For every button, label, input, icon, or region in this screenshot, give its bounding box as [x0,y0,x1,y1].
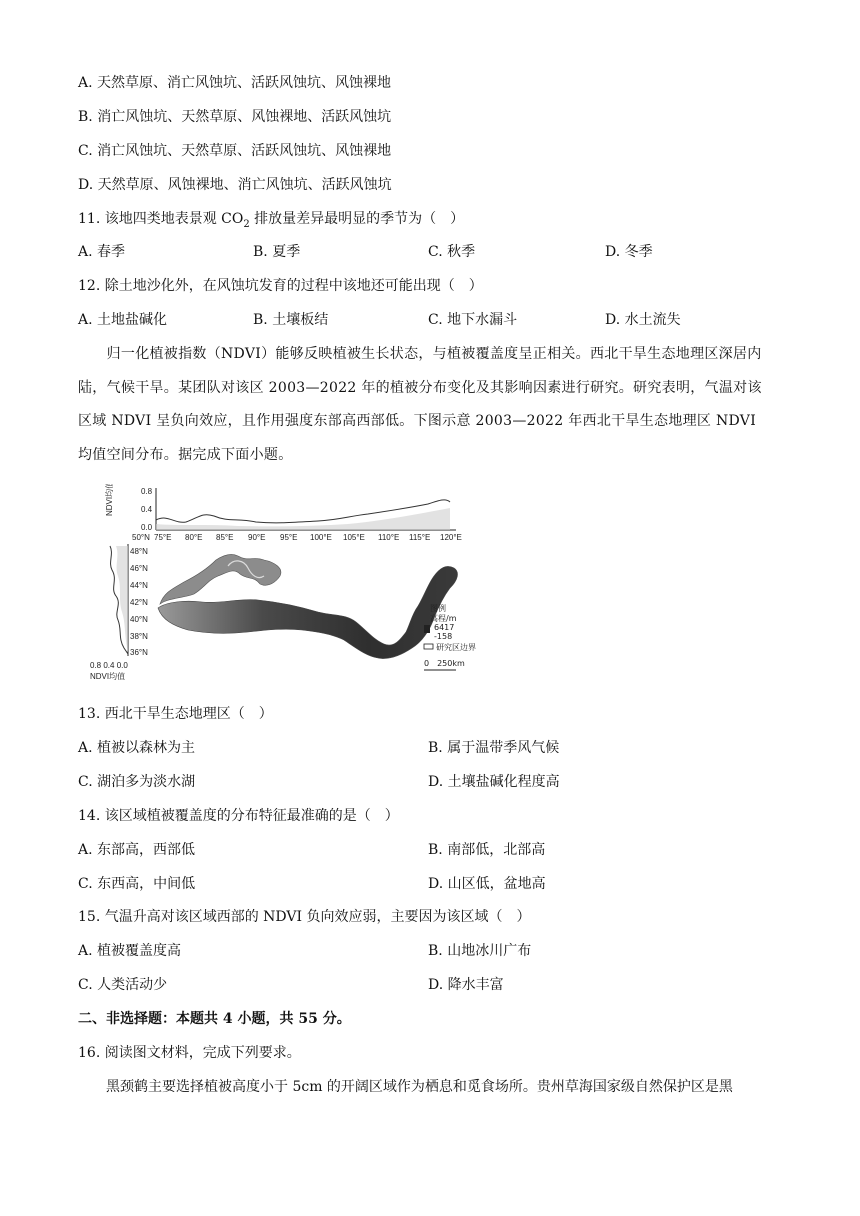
q14-option-b: B. 南部低，北部高 [428,842,546,858]
q15-option-b: B. 山地冰川广布 [428,943,532,959]
latitude-ticks [130,547,148,657]
lat-tick: 44°N [130,581,148,590]
q13-option-c: C. 湖泊多为淡水湖 [78,774,196,790]
q13-option-b: B. 属于温带季风气候 [428,740,560,756]
q11-options [78,242,778,262]
q10-option-b: B. 消亡风蚀坑、天然草原、风蚀裸地、活跃风蚀坑 [78,109,392,125]
q15-options-row2 [78,975,778,995]
left-xticks: 0.8 0.4 0.0 [90,661,128,670]
q11-option-d: D. 冬季 [605,244,653,260]
ndvi-lon-profile-band [156,508,450,530]
lon-tick: 110°E [378,533,400,542]
q14-options-row2 [78,874,778,894]
q14-option-d: D. 山区低，盆地高 [428,876,546,892]
lon-tick: 80°E [185,533,203,542]
q10-option-a: A. 天然草原、消亡风蚀坑、活跃风蚀坑、风蚀裸地 [78,75,392,91]
lat-tick: 40°N [130,615,148,624]
q11-stem: 11. 该地四类地表景观 $CO_2$ 排放量差异最明显的季节为（ ） [78,211,465,230]
lat-tick: 36°N [130,648,148,657]
q10-option-d: D. 天然草原、风蚀裸地、消亡风蚀坑、活跃风蚀坑 [78,177,392,193]
lon-tick: 120°E [440,533,462,542]
q14-options-row1 [78,840,778,860]
q14-option-c: C. 东西高，中间低 [78,876,196,892]
q14-option-a: A. 东部高，西部低 [78,842,196,858]
q16-material-text: 黑颈鹤主要选择植被高度小于 5cm 的开阔区域作为栖息和觅食场所。贵州草海国家级自然保护区是黑 [78,1079,733,1095]
lon-tick: 90°E [248,533,266,542]
legend-elevation-swatch [424,625,430,633]
top-ytick: 0.8 [141,487,153,496]
q13-option-d: D. 土壤盐碱化程度高 [428,774,560,790]
top-yticks [141,487,153,532]
q15-stem: 15. 气温升高对该区域西部的 NDVI 负向效应弱，主要因为该区域（ ） [78,909,531,925]
longitude-ticks [132,533,462,542]
top-ytick: 0.4 [141,505,153,514]
q10-option-c: C. 消亡风蚀坑、天然草原、活跃风蚀坑、风蚀裸地 [78,143,392,159]
legend-border-label: 研究区边界 [436,643,476,652]
q11-option-c: C. 秋季 [428,244,476,260]
left-xlabel: NDVI均值 [90,672,126,681]
lon-tick: 115°E [409,533,431,542]
q12-option-c: C. 地下水漏斗 [428,312,518,328]
q13-options-row1 [78,738,778,758]
q15-option-a: A. 植被覆盖度高 [78,943,182,959]
ndvi-passage: 归一化植被指数（NDVI）能够反映植被生长状态，与植被覆盖度呈正相关。西北干旱生态地理区深居内陆，气候干旱。某团队对该区 2003—2022 年的植被分布变化及其影响因素进行研究。研究表明，气温对该区域 NDVI 呈负向效应，且作用强度东部高西部低。下图示意 2003—2022 年西北干旱生态地理区 NDVI 均值空间分布。据完成下面小题。 [78,346,762,464]
q14-stem: 14. 该区域植被覆盖度的分布特征最准确的是（ ） [78,808,399,824]
northern-xinjiang-region [160,554,281,604]
lon-tick: 100°E [310,533,332,542]
q12-option-d: D. 水土流失 [605,312,681,328]
lon-first-tick: 50°N [132,533,150,542]
lon-tick: 105°E [343,533,365,542]
q15-option-c: C. 人类活动少 [78,977,168,993]
q15-option-d: D. 降水丰富 [428,977,504,993]
q11-option-b: B. 夏季 [253,244,301,260]
ndvi-figure [88,484,498,688]
lat-tick: 48°N [130,547,148,556]
lat-tick: 38°N [130,632,148,641]
legend-title: 图例 [430,604,446,613]
lon-tick: 85°E [216,533,234,542]
q12-option-a: A. 土地盐碱化 [78,312,168,328]
legend-elevation-label: 高程/m [430,614,457,623]
top-ytick: 0.0 [141,523,153,532]
legend-border-swatch [424,644,433,649]
q12-stem: 12. 除土地沙化外，在风蚀坑发育的过程中该地还可能出现（ ） [78,278,483,294]
legend-elevation-max: 6417 [434,623,455,632]
legend-elevation-min: -158 [434,632,453,641]
lon-tick: 95°E [280,533,298,542]
q16-stem: 16. 阅读图文材料，完成下列要求。 [78,1045,301,1061]
q13-options-row2 [78,772,778,792]
q13-stem: 13. 西北干旱生态地理区（ ） [78,706,273,722]
scale-bar-label: 0 250km [424,659,465,668]
q13-option-a: A. 植被以森林为主 [78,740,196,756]
lat-tick: 42°N [130,598,148,607]
lat-tick: 46°N [130,564,148,573]
ndvi-map-svg [88,484,498,684]
section-two-heading: 二、非选择题：本题共 4 小题，共 55 分。 [78,1011,351,1027]
q15-options-row1 [78,941,778,961]
top-ylabel: NDVI均值 [105,484,114,516]
lon-tick: 75°E [154,533,172,542]
q11-option-a: A. 春季 [78,244,126,260]
q12-option-b: B. 土壤板结 [253,312,329,328]
q12-options [78,310,778,330]
